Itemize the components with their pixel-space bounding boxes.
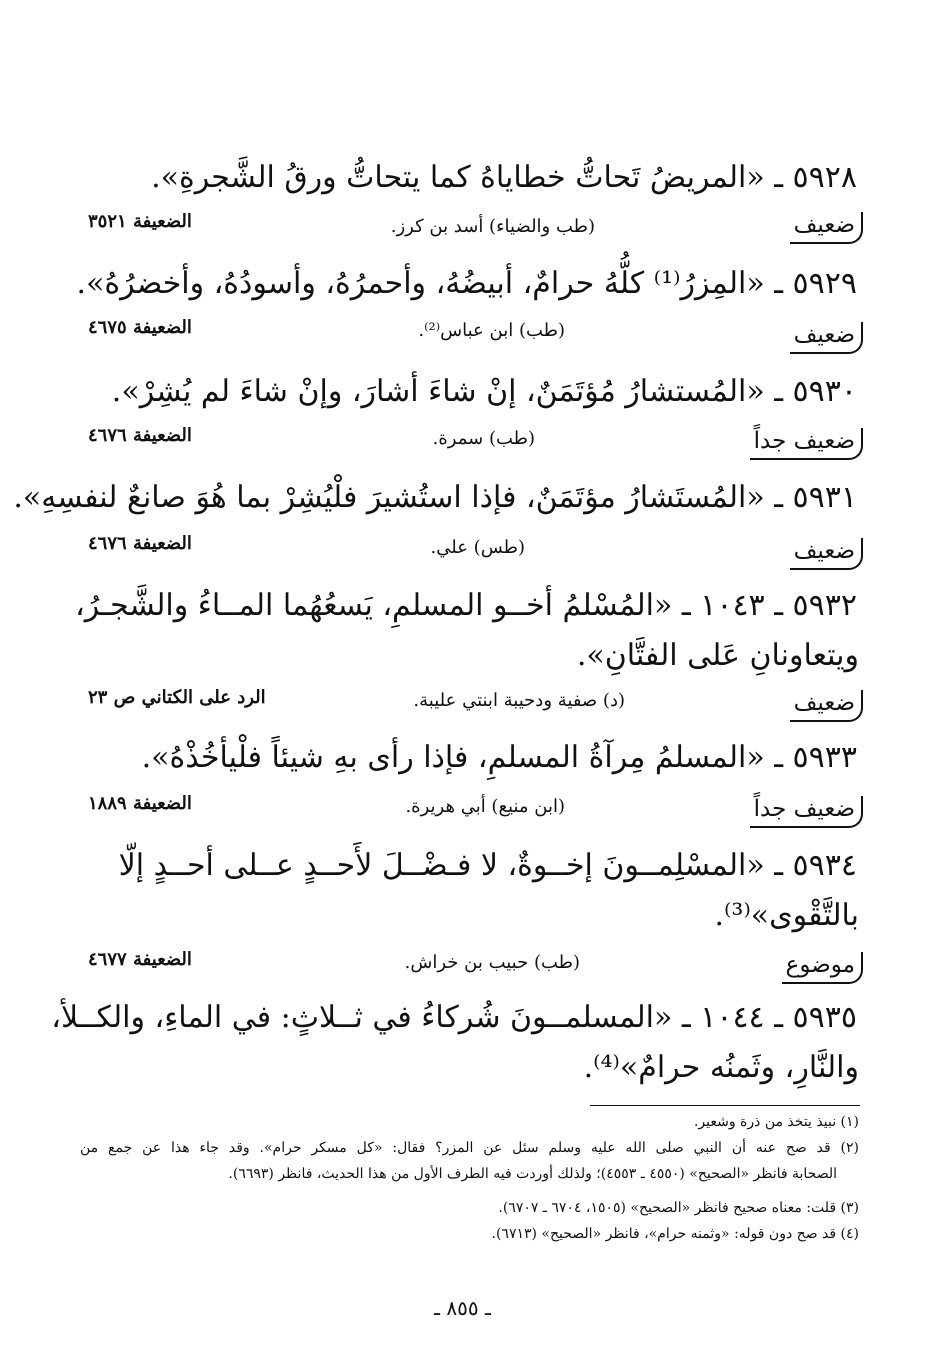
- hadith-5931-grade: ضعيف: [790, 538, 863, 570]
- footnote-1: (١) نبيذ يتخذ من ذرة وشعير.: [693, 1114, 859, 1130]
- hadith-5928-reference: الضعيفة ٣٥٢١: [88, 211, 192, 232]
- hadith-5929-text: ٥٩٢٩ ـ «المِزرُ⁽¹⁾ كلُّهُ حرامٌ، أبيضُهُ، وأحمرُهُ، وأسودُهُ، وأخضرُهُ».: [76, 266, 857, 301]
- hadith-5929-grade: ضعيف: [790, 322, 863, 354]
- hadith-5931-reference: الضعيفة ٤٦٧٦: [88, 533, 192, 554]
- hadith-5930-text: ٥٩٣٠ ـ «المُستشارُ مُؤتَمَنٌ، إنْ شاءَ أشارَ، وإنْ شاءَ لم يُشِرْ».: [111, 374, 857, 409]
- hadith-5934-continuation: بالتَّقْوى»⁽³⁾.: [714, 898, 859, 933]
- hadith-5929-source: (طب) ابن عباس⁽²⁾.: [418, 320, 565, 341]
- hadith-5932-reference: الرد على الكتاني ص ٢٣: [88, 687, 266, 708]
- hadith-5932-source: (د) صفية ودحيبة ابنتي عليبة.: [413, 690, 625, 711]
- hadith-5934-text: ٥٩٣٤ ـ «المسْلِمــونَ إخــوةٌ، لا فـضْــلَ لأَحــدٍ عــلى أحــدٍ إلّا: [118, 848, 857, 883]
- hadith-5934-source: (طب) حبيب بن خراش.: [404, 952, 580, 973]
- hadith-5928-grade: ضعيف: [790, 212, 863, 244]
- hadith-5932-grade: ضعيف: [790, 690, 863, 722]
- hadith-5933-grade: ضعيف جداً: [750, 796, 863, 828]
- hadith-5935-continuation: والنَّارِ، وثَمنُه حرامٌ»⁽⁴⁾.: [583, 1050, 859, 1085]
- hadith-5928-source: (طب والضياء) أسد بن كرز.: [390, 216, 595, 237]
- hadith-5933-text: ٥٩٣٣ ـ «المسلمُ مِرآةُ المسلمِ، فإذا رأى بهِ شيئاً فلْيأخُذْهُ».: [141, 740, 857, 775]
- footnote-4: (٤) قد صح دون قوله: «وثمنه حرام»، فانظر «الصحيح» (٦٧١٣).: [491, 1226, 859, 1242]
- hadith-5931-source: (طس) علي.: [430, 537, 525, 558]
- hadith-5929-reference: الضعيفة ٤٦٧٥: [88, 317, 192, 338]
- footnote-2-continuation: الصحابة فانظر «الصحيح» (٤٥٥٠ ـ ٤٥٥٣)؛ ولذلك أوردت فيه الطرف الأول من هذا الحديث، فانظر (٦٦٩٣).: [228, 1166, 837, 1182]
- hadith-5934-reference: الضعيفة ٤٦٧٧: [88, 949, 192, 970]
- hadith-5933-source: (ابن منيع) أبي هريرة.: [405, 796, 565, 817]
- page-number: ـ ٨٥٥ ـ: [434, 1296, 491, 1320]
- hadith-5930-reference: الضعيفة ٤٦٧٦: [88, 425, 192, 446]
- hadith-5932-continuation: ويتعاونانِ عَلى الفتَّانِ».: [576, 638, 859, 673]
- hadith-5931-text: ٥٩٣١ ـ «المُستَشارُ مؤتَمَنٌ، فإذا استُشيرَ فلْيُشِرْ بما هُوَ صانعٌ لنفسِهِ».: [13, 480, 857, 515]
- footnote-2: (٢) قد صح عنه أن النبي صلى الله عليه وسلم سئل عن المزر؟ فقال: «كل مسكر حرام». وقد جاء هذا عن جمع من: [80, 1140, 859, 1156]
- hadith-5930-grade: ضعيف جداً: [750, 428, 863, 460]
- footnote-separator: [590, 1105, 860, 1106]
- hadith-5928-text: ٥٩٢٨ ـ «المريضُ تَحاتُّ خطاياهُ كما يتحاتُّ ورقُ الشَّجرةِ».: [151, 160, 857, 195]
- hadith-5933-reference: الضعيفة ١٨٨٩: [88, 793, 192, 814]
- hadith-5930-source: (طب) سمرة.: [432, 428, 535, 449]
- hadith-5935-text: ٥٩٣٥ ـ ١٠٤٤ ـ «المسلمــونَ شُركاءُ في ثــلاثٍ: في الماءِ، والكــلأ،: [51, 1000, 857, 1035]
- footnote-3: (٣) قلت: معناه صحيح فانظر «الصحيح» (١٥٠٥، ٦٧٠٤ ـ ٦٧٠٧).: [498, 1200, 859, 1216]
- hadith-5932-text: ٥٩٣٢ ـ ١٠٤٣ ـ «المُسْلمُ أخــو المسلمِ، يَسعُهُما المــاءُ والشَّجـرُ،: [75, 588, 857, 623]
- hadith-5934-grade: موضوع: [782, 952, 863, 984]
